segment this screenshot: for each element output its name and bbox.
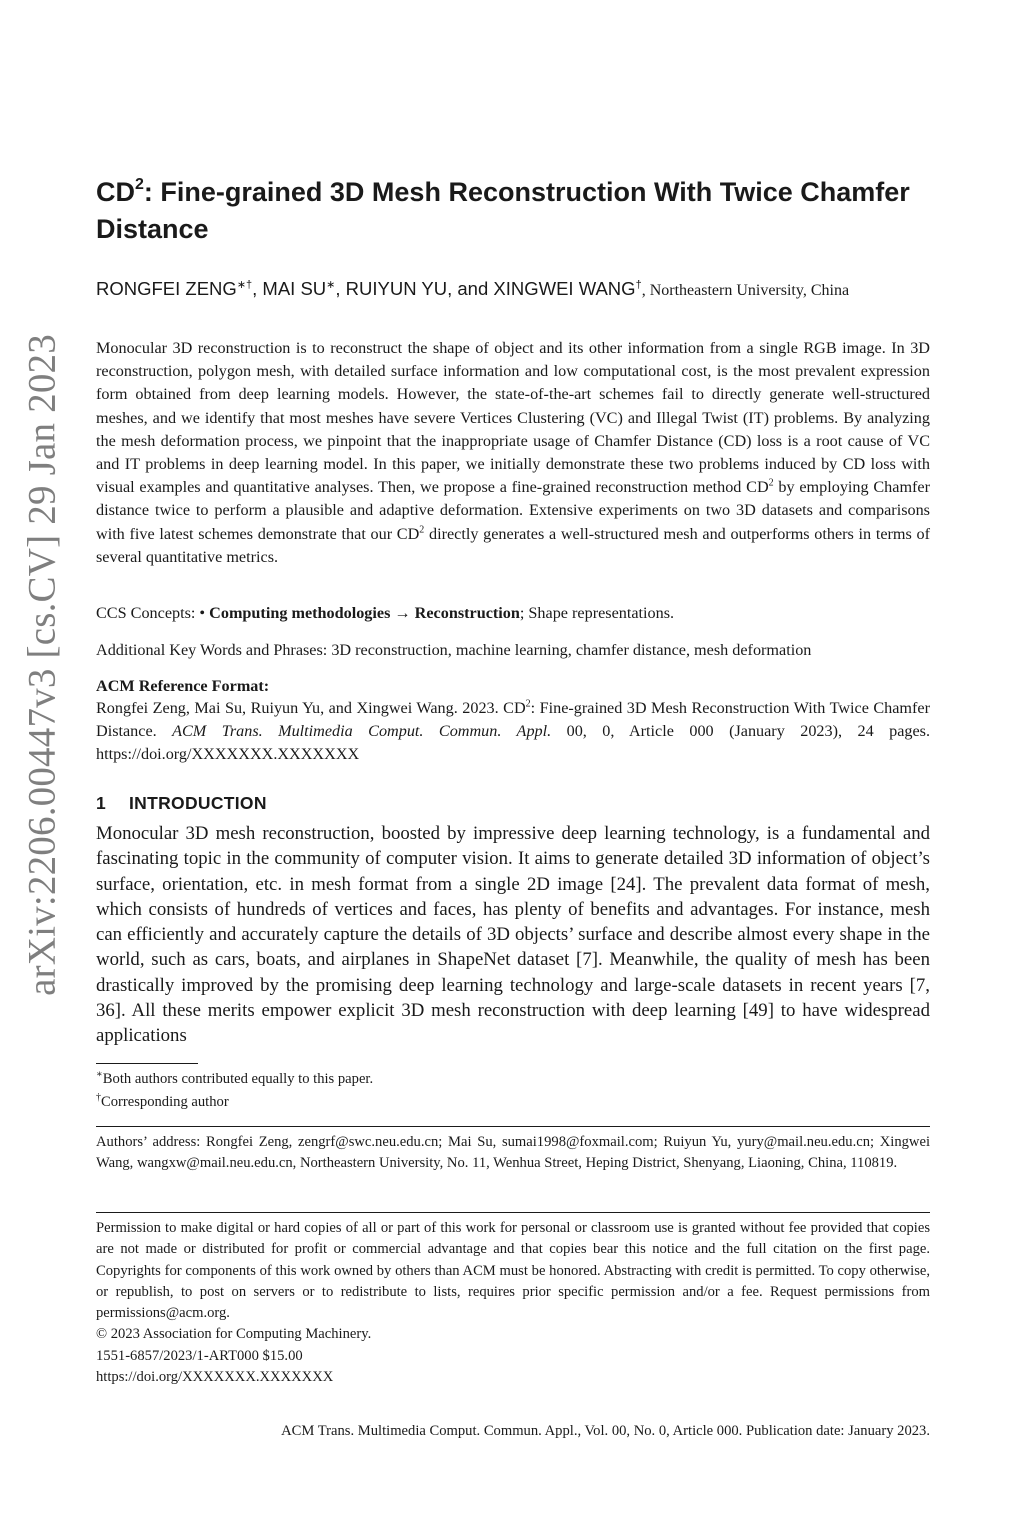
footnote-corresponding-author: †Corresponding author [96, 1091, 229, 1110]
section-title: INTRODUCTION [129, 793, 267, 813]
reference-format-heading: ACM Reference Format: [96, 677, 270, 695]
permission-block [96, 1218, 930, 1388]
keywords: Additional Key Words and Phrases: 3D reconstruction, machine learning, chamfer distance, mesh deformation [96, 641, 812, 659]
footnote-equal-contribution: ∗Both authors contributed equally to this paper. [96, 1069, 374, 1087]
address-rule [96, 1126, 930, 1127]
author-affiliation: , Northeastern University, China [641, 282, 850, 299]
arxiv-identifier-stamp: arXiv:2206.00447v3 [cs.CV] 29 Jan 2023 [20, 334, 64, 996]
author-name: , RUIYUN YU, and XINGWEI WANG [335, 278, 636, 299]
section-number: 1 [96, 793, 107, 813]
paper-title: $CD^2$: Fine-grained 3D Mesh Reconstruction With Twice Chamfer Distance [96, 176, 910, 244]
abstract: Monocular 3D reconstruction is to reconstruct the shape of object and its other information from a single RGB image. In 3D reconstruction, polygon mesh, with detailed surface information and low computational cost, is the most prevalent expression form obtained from deep learning models. However, the state-of-the-art schemes fail to directly generate well-structured meshes, and we identify that most meshes have severe Vertices Clustering (VC) and Illegal Twist (IT) problems. By analyzing the mesh deformation process, we pinpoint that the inappropriate usage of Chamfer Distance (CD) loss is a root cause of VC and IT problems in deep learning model. In this paper, we initially demonstrate these two problems induced by CD loss with visual examples and quantitative analyses. Then, we propose a fine-grained reconstruction method $CD^2$ by employing Chamfer distance twice to perform a plausible and adaptive deformation. Extensive experiments on two 3D datasets and comparisons with five latest schemes demonstrate that our $CD^2$ directly generates a well-structured mesh and outperforms others in terms of several quantitative metrics. [96, 339, 930, 566]
running-footer: ACM Trans. Multimedia Comput. Commun. Appl., Vol. 00, No. 0, Article 000. Publication date: January 2023. [281, 1423, 930, 1439]
issn-line: 1551-6857/2023/1-ART000 $15.00 [96, 1347, 303, 1364]
authors-address: Authors’ address: Rongfei Zeng, zengrf@swc.neu.edu.cn; Mai Su, sumai1998@foxmail.com; Ruiyun Yu, yury@mail.neu.edu.cn; Xingwei Wang, wangxw@mail.neu.edu.cn, Northeastern University, No. 11, Wenhua Street, Heping District, Shenyang, Liaoning, China, 110819. [96, 1134, 930, 1172]
section-heading-introduction [96, 791, 267, 815]
footnotes [96, 1068, 930, 1113]
footnote-rule [96, 1063, 198, 1064]
footnote-mark: † [635, 278, 642, 291]
author-name: , MAI SU [252, 278, 327, 299]
introduction-paragraph: Monocular 3D mesh reconstruction, boosted by impressive deep learning technology, is a fundamental and fascinating topic in the community of computer vision. It aims to generate detailed 3D information of object’s surface, orientation, etc. in mesh format from a single 2D image [24]. The prevalent data format of mesh, which consists of hundreds of vertices and faces, has plenty of benefits and advantages. For instance, mesh can efficiently and accurately capture the details of 3D objects’ surface and describe almost every shape in the world, such as cars, boats, and airplanes in ShapeNet dataset [7]. Meanwhile, the quality of mesh has been drastically improved by the promising deep learning technology and large-scale datasets in recent years [7, 36]. All these merits empower explicit 3D mesh reconstruction with deep learning [49] to have widespread applications [96, 823, 930, 1047]
footnote-mark: ∗† [236, 278, 253, 291]
permission-text: Permission to make digital or hard copies of all or part of this work for personal or classroom use is granted without fee provided that copies are not made or distributed for profit or commercial advantage and that copies bear this notice and the full citation on the first page. Copyrights for components of this work owned by others than ACM must be honored. Abstracting with credit is permitted. To copy otherwise, or republish, to post on servers or to redistribute to lists, requires prior specific permission and/or a fee. Request permissions from permissions@acm.org. [96, 1220, 930, 1322]
reference-format: Rongfei Zeng, Mai Su, Ruiyun Yu, and Xingwei Wang. 2023. $CD^2$: Fine-grained 3D Mesh Reconstruction With Twice Chamfer Distance. ACM Trans. Multimedia Comput. Commun. Appl. 00, 0, Article 000 (January 2023), 24 pages. https://doi.org/XXXXXXX.XXXXXXX [96, 698, 931, 764]
copyright-line: © 2023 Association for Computing Machinery. [96, 1326, 372, 1343]
footnote-mark: ∗ [326, 278, 336, 291]
permission-rule [96, 1212, 930, 1213]
doi-link[interactable]: https://doi.org/XXXXXXX.XXXXXXX [96, 1369, 334, 1386]
author-name: RONGFEI ZENG [96, 278, 237, 299]
author-list [96, 275, 932, 304]
ccs-concepts: CCS Concepts: • Computing methodologies → Reconstruction; Shape representations. [96, 604, 675, 622]
